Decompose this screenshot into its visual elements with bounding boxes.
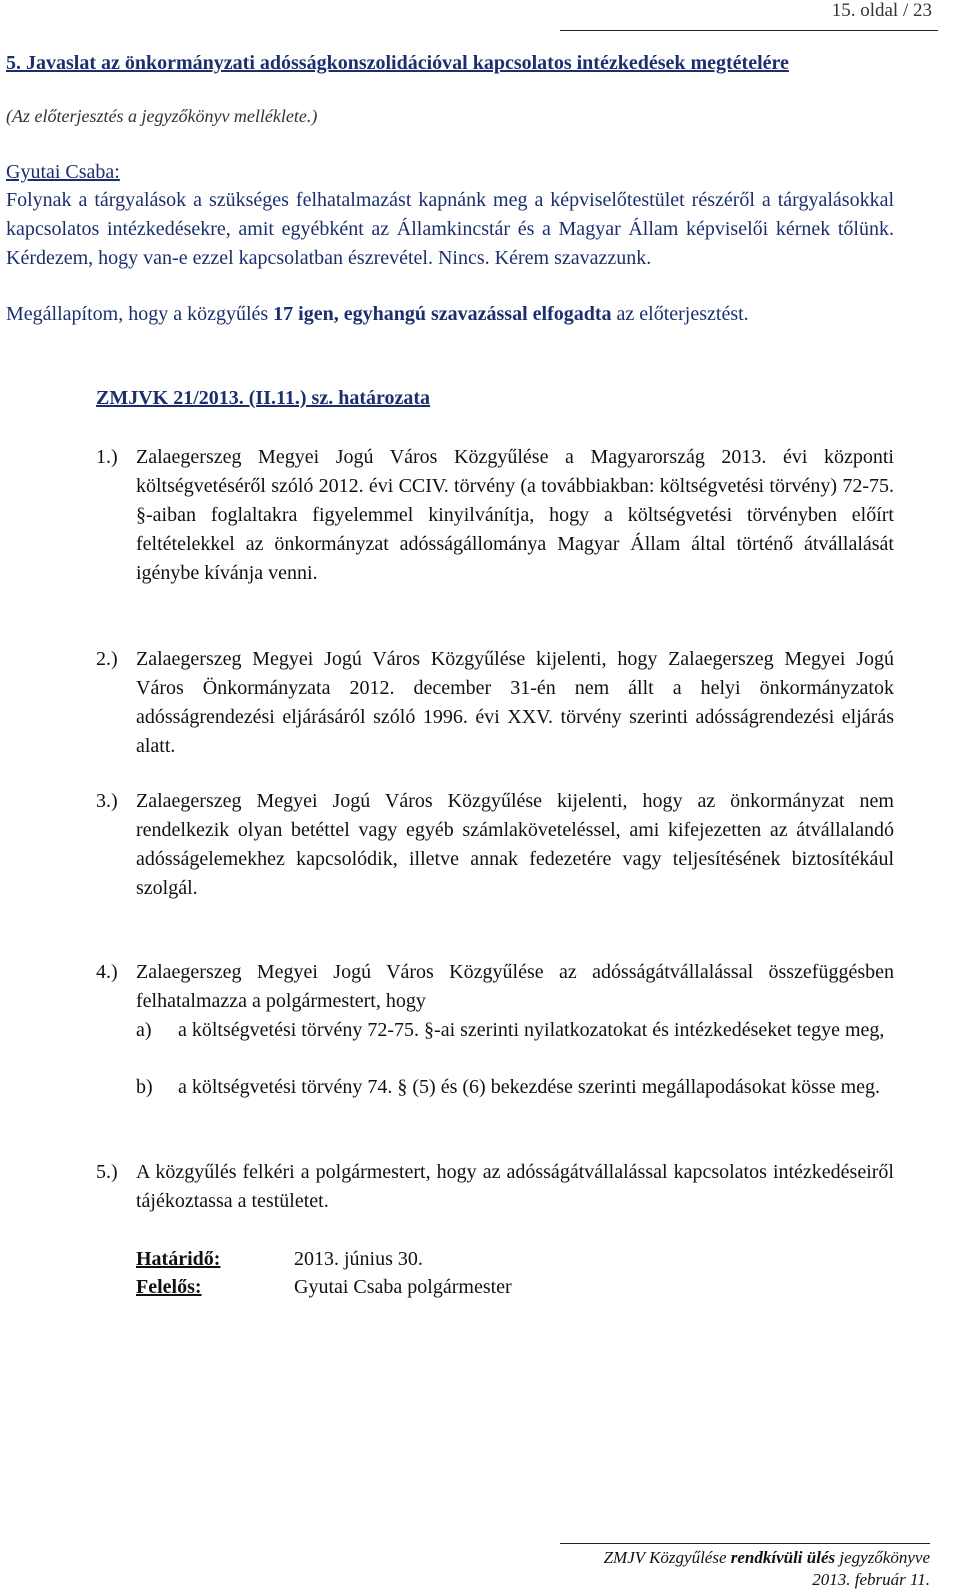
section-title: 5. Javaslat az önkormányzati adósságkonszolidációval kapcsolatos intézkedések megtételére [6, 52, 789, 74]
sub-item-a [136, 1016, 894, 1045]
item-number: 1.) [96, 446, 118, 468]
item-text: A közgyűlés felkéri a polgármestert, hogy az adósságátvállalással kapcsolatos intézkedéseiről tájékoztassa a testületet. [136, 1161, 894, 1212]
section-subtitle: (Az előterjesztés a jegyzőkönyv melléklete.) [6, 106, 318, 126]
vote-result [6, 300, 894, 329]
footer-doc-title [560, 1547, 930, 1569]
item-text: Zalaegerszeg Megyei Jogú Város Közgyűlése kijelenti, hogy az önkormányzat nem rendelkezik olyan betéttel vagy egyéb számlaköveteléssel, ami kifejezetten az átvállalandó adósságelemekhez kapcsolódik, illetve annak fedezetére vagy teljesítésének biztosítékául szolgál. [136, 790, 894, 899]
responsible-value: Gyutai Csaba polgármester [294, 1276, 512, 1298]
sub-item-b [136, 1073, 894, 1102]
sub-item-letter: a) [136, 1019, 152, 1041]
sub-item-text: a költségvetési törvény 72-75. §-ai szerinti nyilatkozatokat és intézkedéseket tegye meg, [178, 1019, 885, 1041]
decision-item-5 [96, 1158, 894, 1216]
item-text: Zalaegerszeg Megyei Jogú Város Közgyűlése az adósságátvállalással összefüggésben felhatalmazza a polgármestert, hogy [136, 961, 894, 1012]
footer-date: 2013. február 11. [812, 1570, 930, 1589]
footer-doc-bold: rendkívüli ülés [730, 1548, 836, 1567]
vote-bold: 17 igen, egyhangú szavazással elfogadta [273, 303, 612, 325]
item-text: Zalaegerszeg Megyei Jogú Város Közgyűlése a Magyarország 2013. évi központi költségvetéséről szóló 2012. évi CCIV. törvény (a továbbiakban: költségvetési törvény) 72-75. §-aiban foglaltakra figyelemmel kinyilvánítja, hogy a költségvetési törvényben előírt feltételekkel az önkormányzat adósságállománya Magyar Állam által történő átvállalását igénybe kívánja venni. [136, 446, 894, 584]
deadline-value: 2013. június 30. [294, 1248, 423, 1270]
item-text: Zalaegerszeg Megyei Jogú Város Közgyűlése kijelenti, hogy Zalaegerszeg Megyei Jogú Város Önkormányzata 2012. december 31-én nem állt a helyi önkormányzatok adósságrendezési eljárásáról szóló 1996. évi XXV. törvény szerinti adósságrendezési eljárás alatt. [136, 648, 894, 757]
item-number: 5.) [96, 1161, 118, 1183]
vote-suffix: az előterjesztést. [611, 303, 749, 325]
decision-item-3 [96, 787, 894, 903]
vote-prefix: Megállapítom, hogy a közgyűlés [6, 303, 274, 325]
speaker-name: Gyutai Csaba: [6, 161, 120, 183]
item-number: 2.) [96, 648, 118, 670]
decision-item-1 [96, 443, 894, 588]
sub-item-letter: b) [136, 1076, 153, 1098]
item-number: 3.) [96, 790, 118, 812]
page-number: 15. oldal / 23 [831, 0, 932, 21]
decision-item-4 [96, 958, 894, 1016]
page-header [560, 0, 938, 31]
footer-doc-suffix: jegyzőkönyve [835, 1548, 930, 1567]
responsible-label: Felelős: [136, 1276, 202, 1298]
footer-doc-prefix: ZMJV Közgyűlése [603, 1548, 731, 1567]
speech-paragraph: Folynak a tárgyalások a szükséges felhatalmazást kapnánk meg a képviselőtestület részéről a tárgyalásokkal kapcsolatos intézkedésekre, amit egyébként az Államkincstár és a Magyar Állam képviselői kérnek tőlünk. Kérdezem, hogy van-e ezzel kapcsolatban észrevétel. Nincs. Kérem szavazzunk. [6, 189, 894, 269]
sub-item-text: a költségvetési törvény 74. § (5) és (6) bekezdése szerinti megállapodásokat kösse meg. [178, 1076, 881, 1098]
deadline-label: Határidő: [136, 1248, 221, 1270]
page-footer [560, 1543, 930, 1591]
item-number: 4.) [96, 961, 118, 983]
decision-title: ZMJVK 21/2013. (II.11.) sz. határozata [96, 387, 431, 409]
decision-item-2 [96, 645, 894, 761]
